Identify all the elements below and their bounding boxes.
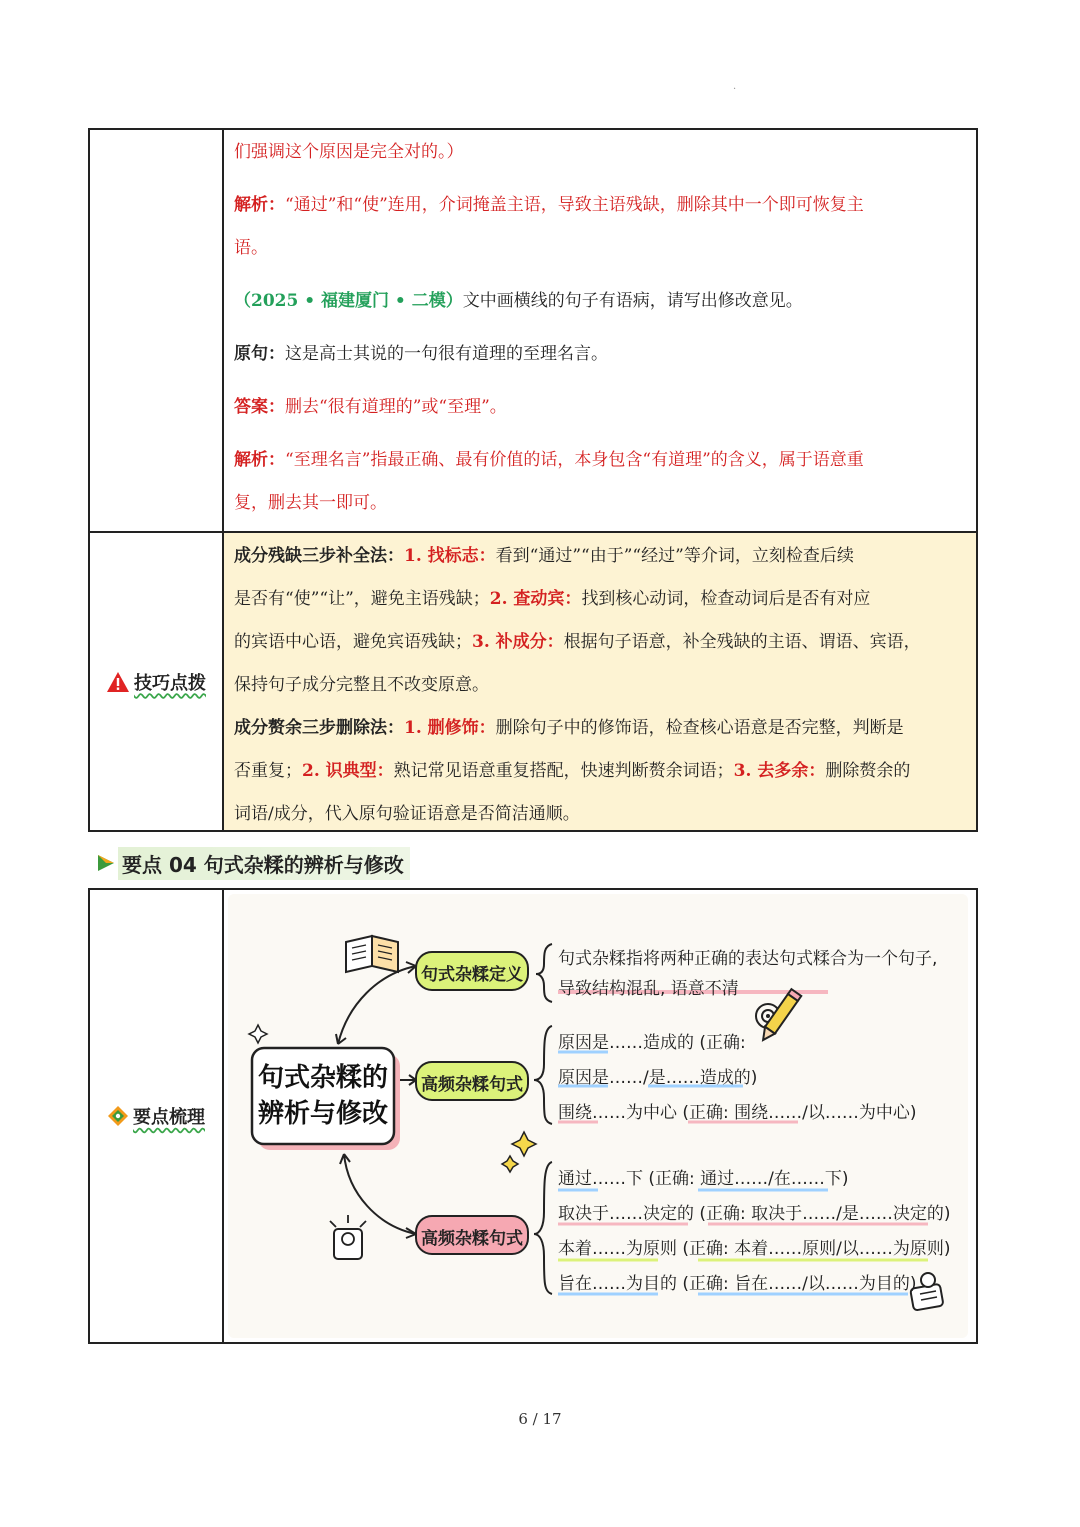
book-icon [346,936,398,972]
tips-tag [106,669,206,695]
method-1-line-2: 是否有“使”“让”，避免主语残缺；2. 查动宾：找到核心动词，检查动词后是否有对应 [234,589,871,609]
analysis-1-cont: 语。 [234,238,268,258]
sparkle-icon [249,1025,267,1043]
branch-3-content: 通过……下 (正确: 通过……/在……下) 取决于……决定的 (正确: 取决于……/是……决定的) 本着……为原则 (正确: 本着……原则/以……为原则) 旨在……为目的 (正确: 旨在……/以……为目的) [558,1169,951,1294]
branch-1-content: 句式杂糅指将两种正确的表达句式糅合为一个句子, 导致结构混乱, 语意不清 [558,949,938,999]
analysis-2-cont: 复，删去其一即可。 [234,493,387,513]
mindmap-tag [107,1103,205,1129]
brace-3 [534,1162,552,1294]
continued-text: 们强调这个原因是完全对的。） [234,142,464,162]
mindmap-cell [224,890,976,1342]
page-number: 6 / 17 [518,1410,562,1428]
tips-row [90,531,976,830]
diamond-icon [107,1105,129,1127]
tips-cell [224,533,976,830]
mindmap-row [90,890,976,1342]
method-2-line-3: 词语/成分，代入原句验证语意是否简洁通顺。 [234,804,580,824]
branch-2-label: 高频杂糅句式 [421,1075,523,1095]
section-heading [96,846,410,880]
method-2-line-1: 成分赘余三步删除法：1. 删修饰：删除句子中的修饰语，检查核心语意是否完整，判断是 [234,718,904,738]
arrow-to-definition [338,966,416,1044]
method-1-line-4: 保持句子成分完整且不改变原意。 [234,675,489,695]
content-table [88,128,978,832]
play-arrow-icon [96,853,118,873]
arrow-to-branch-3 [344,1154,416,1234]
original-sentence: 原句：这是高士其说的一句很有道理的至理名言。 [234,344,608,364]
tips-label: 技巧点拨 [134,672,206,694]
top-dot: · [733,84,737,95]
empty-label-cell [90,130,224,531]
brace-2 [534,1026,552,1124]
center-title: 句式杂糅的 辨析与修改 [257,1063,388,1129]
analysis-1: 解析：“通过”和“使”连用，介词掩盖主语，导致主语残缺，删除其中一个即可恢复主 [234,195,864,215]
mindmap-table [88,888,978,1344]
section-title: 要点 04 句式杂糅的辨析与修改 [118,847,410,880]
mindmap-canvas [228,894,968,1338]
warning-icon [106,671,130,693]
answer: 答案：删去“很有道理的”或“至理”。 [234,397,507,417]
branch-1-label: 句式杂糅定义 [421,965,523,985]
branch-2-content: 原因是……造成的 (正确: 原因是……/是……造成的) 围绕……为中心 (正确: 围绕……/以……为中心) [558,1033,917,1123]
lightbulb-icon [330,1215,366,1259]
question: （2025 • 福建厦门 • 二模）文中画横线的句子有语病，请写出修改意见。 [234,291,803,311]
mindmap-label-cell [90,890,224,1342]
sparkle-icon-2 [502,1132,536,1172]
mindmap-label: 要点梳理 [133,1107,205,1128]
tips-label-cell [90,533,224,830]
branch-3-label: 高频杂糅句式 [421,1229,523,1249]
method-1-line-1: 成分残缺三步补全法：1. 找标志：看到“通过”“由于”“经过”等介词，立刻检查后续 [234,546,854,566]
method-2-line-2: 否重复；2. 识典型：熟记常见语意重复搭配，快速判断赘余词语；3. 去多余：删除赘余的 [234,761,911,781]
method-1-line-3: 的宾语中心语，避免宾语残缺；3. 补成分：根据句子语意，补全残缺的主语、谓语、宾语， [234,632,921,652]
analysis-2: 解析：“至理名言”指最正确、最有价值的话，本身包含“有道理”的含义，属于语意重 [234,450,864,470]
example-cell [224,130,976,531]
example-row [90,130,976,531]
brace-1 [536,944,552,1002]
